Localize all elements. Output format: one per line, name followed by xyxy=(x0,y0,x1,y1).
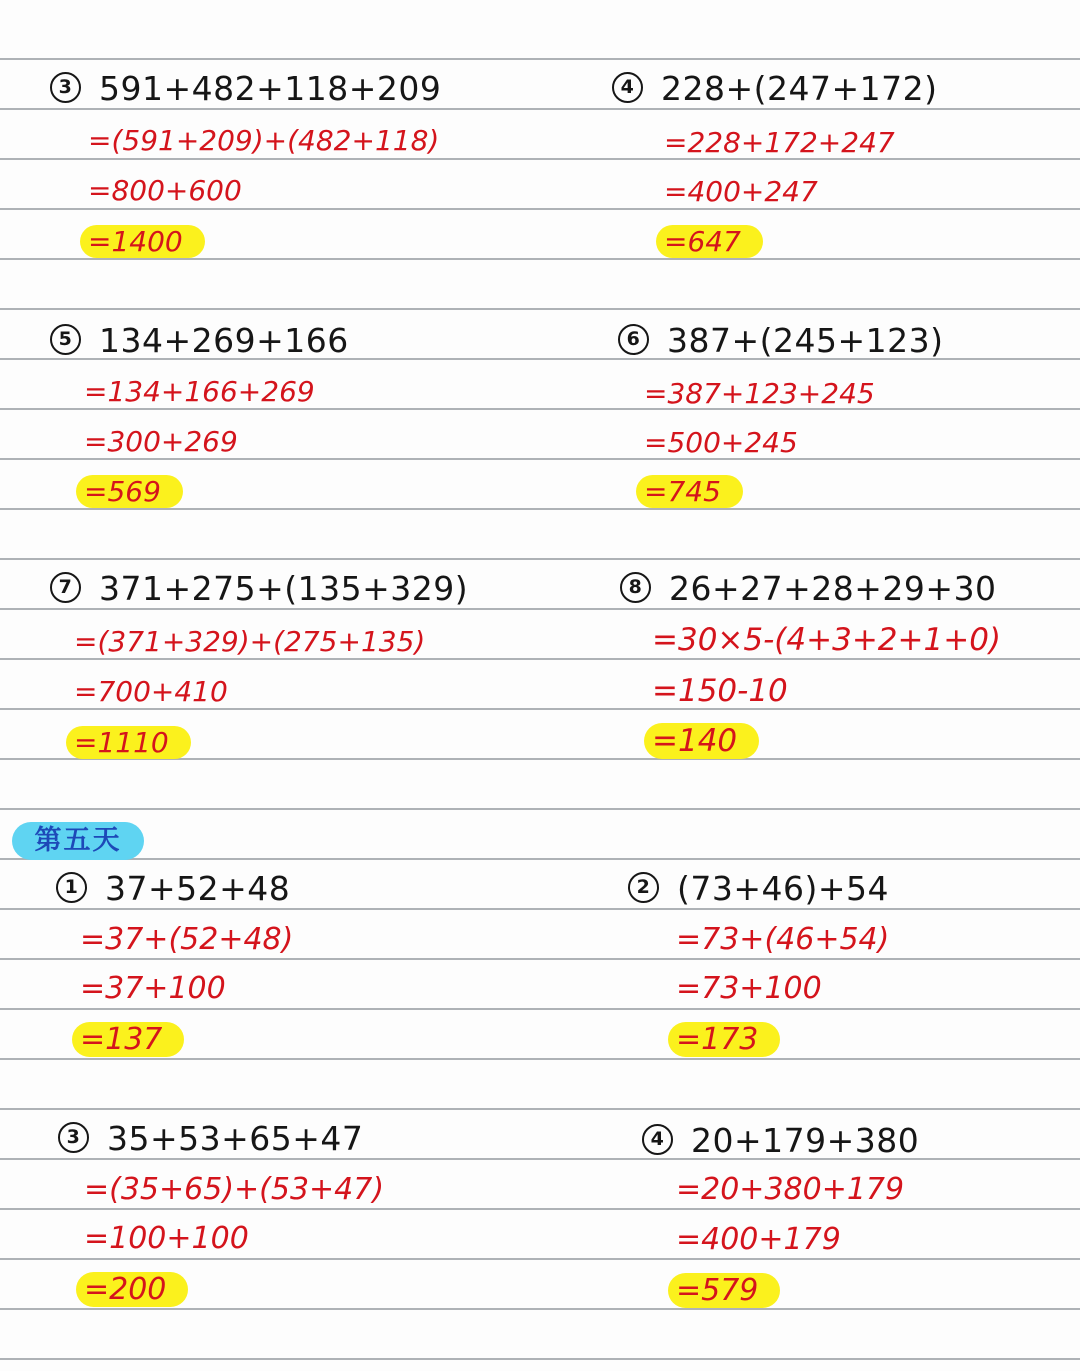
problem-number-circle: 1 xyxy=(56,872,87,903)
problem-expression: 20+179+380 xyxy=(691,1121,920,1160)
step-line: =100+100 xyxy=(84,1221,249,1256)
step-line: =(371+329)+(275+135) xyxy=(74,625,426,658)
step-line: =228+172+247 xyxy=(664,126,895,159)
answer-line xyxy=(84,472,183,512)
answer-line xyxy=(88,222,205,262)
step-line: =73+(46+54) xyxy=(676,922,890,957)
ruled-line xyxy=(0,1358,1080,1360)
problem-expression: 35+53+65+47 xyxy=(107,1119,364,1158)
problem-number-circle: 3 xyxy=(50,72,81,103)
step-line: =387+123+245 xyxy=(644,377,875,410)
step-line: =400+247 xyxy=(664,175,818,208)
ruled-line xyxy=(0,858,1080,860)
problem-line xyxy=(50,320,349,362)
answer-highlight: =1110 xyxy=(66,726,191,759)
problem-number-circle: 4 xyxy=(612,72,643,103)
step-line: =37+100 xyxy=(80,971,226,1006)
step-line: =37+(52+48) xyxy=(80,922,294,957)
answer-highlight: =569 xyxy=(76,475,183,508)
step-line: =700+410 xyxy=(74,675,228,708)
step-line: =20+380+179 xyxy=(676,1172,905,1207)
problem-number-circle: 7 xyxy=(50,572,81,603)
answer-line xyxy=(84,1270,188,1310)
answer-highlight: =140 xyxy=(644,723,759,759)
answer-highlight: =745 xyxy=(636,475,743,508)
problem-number-circle: 6 xyxy=(618,324,649,355)
problem-line xyxy=(612,68,938,110)
problem-expression: (73+46)+54 xyxy=(677,869,890,908)
step-line: =134+166+269 xyxy=(84,375,315,408)
day-label-badge: 第五天 xyxy=(12,822,144,860)
answer-highlight: =1400 xyxy=(80,225,205,258)
answer-line xyxy=(80,1020,184,1060)
problem-expression: 371+275+(135+329) xyxy=(99,569,469,608)
step-line: =30×5-(4+3+2+1+0) xyxy=(652,622,1002,658)
answer-highlight: =579 xyxy=(668,1273,780,1308)
problem-line xyxy=(642,1120,919,1162)
step-line: =400+179 xyxy=(676,1222,841,1257)
answer-line xyxy=(676,1020,780,1060)
step-line: =800+600 xyxy=(88,174,242,207)
step-line: =73+100 xyxy=(676,971,822,1006)
problem-number-circle: 5 xyxy=(50,324,81,355)
problem-number-circle: 8 xyxy=(620,572,651,603)
ruled-line xyxy=(0,808,1080,810)
problem-number-circle: 3 xyxy=(58,1122,89,1153)
answer-line xyxy=(676,1271,780,1311)
problem-line xyxy=(618,320,944,362)
answer-highlight: =200 xyxy=(76,1272,188,1307)
answer-highlight: =137 xyxy=(72,1022,184,1057)
ruled-line xyxy=(0,58,1080,60)
problem-line xyxy=(50,568,468,610)
ruled-line xyxy=(0,308,1080,310)
ruled-line xyxy=(0,558,1080,560)
answer-line xyxy=(652,721,759,761)
problem-expression: 37+52+48 xyxy=(105,869,291,908)
answer-line xyxy=(664,222,763,262)
answer-highlight: =173 xyxy=(668,1022,780,1057)
problem-expression: 134+269+166 xyxy=(99,321,349,360)
problem-expression: 26+27+28+29+30 xyxy=(669,569,997,608)
step-line: =(35+65)+(53+47) xyxy=(84,1172,385,1207)
step-line: =500+245 xyxy=(644,426,798,459)
problem-expression: 591+482+118+209 xyxy=(99,69,442,108)
problem-line xyxy=(620,568,997,610)
answer-line xyxy=(644,472,743,512)
problem-number-circle: 4 xyxy=(642,1124,673,1155)
problem-line xyxy=(58,1118,363,1160)
problem-number-circle: 2 xyxy=(628,872,659,903)
step-line: =(591+209)+(482+118) xyxy=(88,124,440,157)
step-line: =150-10 xyxy=(652,673,788,709)
problem-line xyxy=(56,868,290,910)
problem-expression: 228+(247+172) xyxy=(661,69,938,108)
problem-line xyxy=(628,868,889,910)
step-line: =300+269 xyxy=(84,425,238,458)
answer-line xyxy=(74,723,191,763)
answer-highlight: =647 xyxy=(656,225,763,258)
problem-line xyxy=(50,68,441,110)
problem-expression: 387+(245+123) xyxy=(667,321,944,360)
ruled-line xyxy=(0,1108,1080,1110)
